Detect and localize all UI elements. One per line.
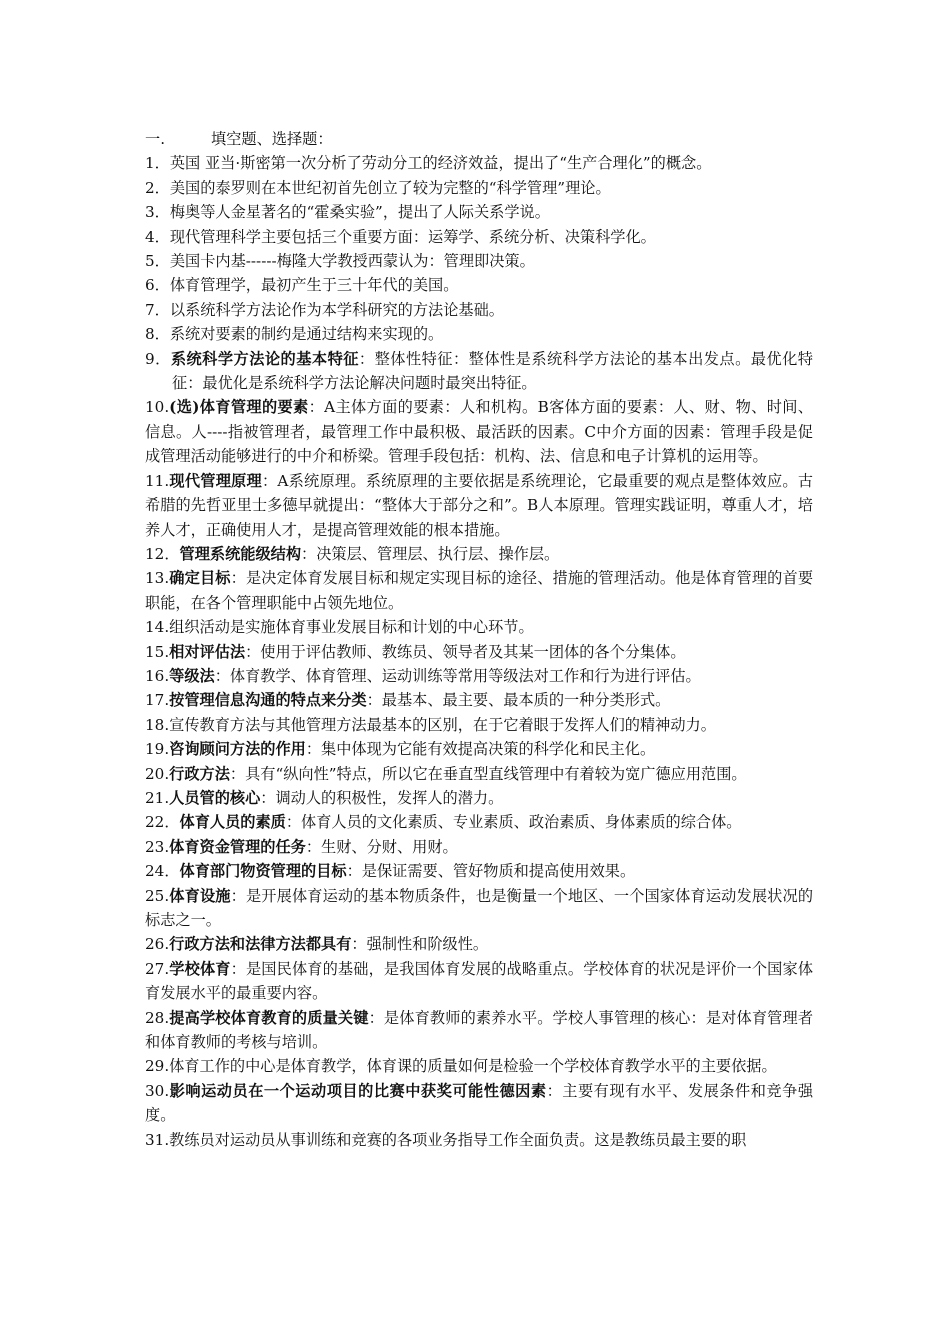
item-text: 英国 亚当·斯密第一次分析了劳动分工的经济效益，提出了“生产合理化”的概念。 [169,154,712,173]
item-number: 28. [145,1008,170,1027]
item-term: 系统科学方法论的基本特征 [170,349,359,368]
item-term: 咨询顾问方法的作用 [169,740,306,759]
item-text: 教练员对运动员从事训练和竞赛的各项业务指导工作全面负责。这是教练员最主要的职 [169,1130,747,1149]
item-term: 等级法 [169,666,215,685]
list-item [145,713,813,737]
section-heading [145,127,813,151]
list-item [145,176,813,200]
item-number: 29. [145,1057,170,1076]
item-text: ：A系统原理。系统原理的主要依据是系统理论，它最重要的观点是整体效应。古希腊的先哲亚里士多德早就提出：“整体大于部分之和”。B人本原理。管理实践证明，尊重人才，培养人才，正确使用人才，是提高管理效能的根本措施。 [145,471,814,539]
item-text: 以系统科学方法论作为本学科研究的方法论基础。 [169,300,504,319]
item-text: ：是国民体育的基础，是我国体育发展的战略重点。学校体育的状况是评价一个国家体育发展水平的最重要内容。 [145,959,814,1003]
item-number: 15. [145,642,170,661]
list-item [145,1079,813,1128]
item-number: 31. [145,1130,170,1149]
item-number: 30. [145,1081,170,1100]
item-number: 17. [145,691,170,710]
item-number: 23. [145,837,170,856]
item-text: ：是保证需要、管好物质和提高使用效果。 [346,862,636,881]
item-text: ：是决定体育发展目标和规定实现目标的途径、措施的管理活动。他是体育管理的首要职能，在各个管理职能中占领先地位。 [145,569,814,612]
list-item [145,737,813,761]
list-item [145,249,813,273]
item-number: 7． [145,300,170,319]
item-number: 2． [145,178,170,197]
item-number: 4． [145,227,170,246]
item-number: 16. [145,666,170,685]
item-text: ：是开展体育运动的基本物质条件，也是衡量一个地区、一个国家体育运动发展状况的标志之一。 [145,886,814,929]
item-text: ：整体性特征：整体性是系统科学方法论的基本出发点。最优化特征：最优化是系统科学方法论解决问题时最突出特征。 [172,349,813,393]
item-number: 12． [145,544,180,563]
item-text: ：A主体方面的要素：人和机构。B客体方面的要素：人、财、物、时间、信息。人----指被管理者，最管理工作中最积极、最活跃的因素。C中介方面的因素：管理手段是促成管理活动能够进行的中介和桥梁。管理手段包括：机构、法、信息和电子计算机的运用等。 [145,398,813,466]
item-text: 梅奥等人金星著名的“霍桑实验”，提出了人际关系学说。 [169,203,550,222]
item-number: 26. [145,935,170,954]
item-number: 14. [145,618,170,637]
item-term: 体育资金管理的任务 [169,837,306,856]
item-number: 9． [145,349,171,368]
list-item [145,469,813,542]
list-item [145,786,813,810]
item-text: ：使用于评估教师、教练员、领导者及其某一团体的各个分集体。 [245,642,686,661]
list-item [145,640,813,664]
list-item [145,200,813,224]
list-item [145,225,813,249]
item-term: 行政方法 [169,764,230,783]
item-number: 21. [145,788,170,807]
item-term: 按管理信息沟通的特点来分类 [169,691,367,710]
item-text: 体育管理学，最初产生于三十年代的美国。 [169,276,459,295]
list-item [145,542,813,566]
list-item [145,1006,813,1055]
list-item [145,566,813,615]
list-item [145,615,813,639]
item-text: ：决策层、管理层、执行层、操作层。 [301,544,560,563]
item-term: 人员管的核心 [169,788,261,807]
list-item [145,810,813,834]
item-text: 美国的泰罗则在本世纪初首先创立了较为完整的“科学管理”理论。 [169,178,611,197]
item-number: 3． [145,203,170,222]
item-text: 系统对要素的制约是通过结构来实现的。 [169,325,444,344]
item-text: ：主要有现有水平、发展条件和竞争强度。 [145,1081,814,1125]
item-text: ：强制性和阶级性。 [351,935,489,954]
item-number: 22． [145,813,180,832]
item-number: 6． [145,276,170,295]
item-number: 11. [145,471,170,490]
list-item [145,347,813,396]
section-title: 填空题、选择题： [211,130,333,148]
list-item [145,273,813,297]
item-number: 27. [145,959,170,978]
item-text: 现代管理科学主要包括三个重要方面：运筹学、系统分析、决策科学化。 [169,227,656,246]
item-text: ：生财、分财、用财。 [305,837,458,856]
item-term: 相对评估法 [169,642,246,661]
list-item [145,859,813,883]
list-item [145,1054,813,1078]
item-text: ：调动人的积极性，发挥人的潜力。 [260,788,504,807]
item-text: ：最基本、最主要、最本质的一种分类形式。 [366,691,671,710]
item-number: 1． [145,154,170,173]
item-number: 13. [145,569,170,588]
item-term: 现代管理原理 [169,471,262,490]
list-item [145,884,813,933]
item-term: 体育部门物资管理的目标 [179,862,347,881]
list-item [145,762,813,786]
item-term: 影响运动员在一个运动项目的比赛中获奖可能性德因素 [169,1081,547,1100]
list-item [145,957,813,1006]
item-text: 宣传教育方法与其他管理方法最基本的区别，在于它着眼于发挥人们的精神动力。 [169,715,716,734]
item-term: 行政方法和法律方法都具有 [169,935,352,954]
item-term: 学校体育 [169,959,231,978]
list-item [145,688,813,712]
item-text: ：是体育教师的素养水平。学校人事管理的核心：是对体育管理者和体育教师的考核与培训。 [145,1008,814,1052]
item-term: 体育设施 [169,886,231,905]
item-term: 体育人员的素质 [179,813,286,832]
item-number: 8． [145,325,170,344]
list-item [145,298,813,322]
document-page [145,127,813,1152]
item-term: 提高学校体育教育的质量关键 [169,1008,369,1027]
list-item [145,835,813,859]
item-number: 25. [145,886,170,905]
item-text: ：具有“纵向性”特点，所以它在垂直型直线管理中有着较为宽广德应用范围。 [229,764,747,783]
section-number: 一. [145,130,166,148]
item-number: 18. [145,715,170,734]
item-text: ：体育教学、体育管理、运动训练等常用等级法对工作和行为进行评估。 [214,666,701,685]
item-text: ：集中体现为它能有效提高决策的科学化和民主化。 [305,740,656,759]
list-item [145,395,813,468]
item-text: 组织活动是实施体育事业发展目标和计划的中心环节。 [169,618,534,637]
list-item [145,1128,813,1152]
item-number: 19. [145,740,170,759]
item-number: 10. [145,398,170,417]
item-number: 20. [145,764,170,783]
item-term: (选)体育管理的要素 [169,398,309,417]
list-item [145,664,813,688]
item-term: 确定目标 [169,569,231,588]
item-number: 5． [145,252,170,271]
item-term: 管理系统能级结构 [179,544,302,563]
item-text: 美国卡内基------梅隆大学教授西蒙认为：管理即决策。 [169,252,535,271]
list-item [145,322,813,346]
list-item [145,151,813,175]
item-number: 24． [145,862,180,881]
item-text: ：体育人员的文化素质、专业素质、政治素质、身体素质的综合体。 [285,813,742,832]
list-item [145,932,813,956]
item-text: 体育工作的中心是体育教学，体育课的质量如何是检验一个学校体育教学水平的主要依据。 [169,1057,777,1076]
